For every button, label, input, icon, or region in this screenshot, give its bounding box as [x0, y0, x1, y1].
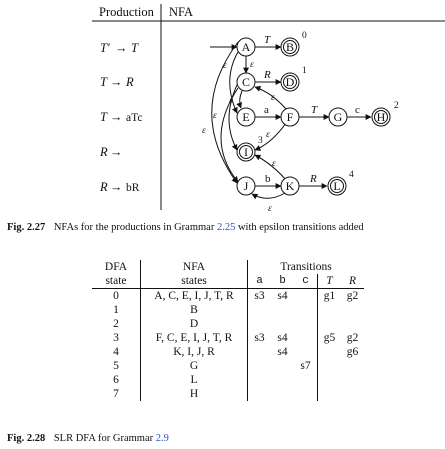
cell-b — [271, 317, 294, 331]
header-production: Production — [99, 5, 154, 19]
production-arrow: → — [110, 180, 123, 194]
cell-nfa: H — [141, 387, 248, 401]
state-d — [281, 73, 299, 91]
cell-r: g6 — [346, 346, 359, 358]
cell-r — [341, 373, 364, 387]
cell-a — [248, 345, 272, 359]
cell-dfa: 3 — [92, 331, 141, 345]
label-eps-k-i: ε — [272, 159, 276, 169]
state-a — [237, 38, 255, 56]
table-row — [92, 331, 364, 345]
cell-t — [318, 345, 342, 359]
state-label: H — [376, 110, 386, 124]
cell-b — [271, 387, 294, 401]
header-state: state — [92, 274, 141, 289]
header-col-b: b — [271, 274, 294, 289]
state-label: E — [242, 110, 250, 124]
state-l — [328, 177, 346, 195]
label-f-g: T — [311, 104, 318, 116]
state-label: I — [244, 145, 248, 159]
cell-dfa: 4 — [92, 345, 141, 359]
cell-nfa: F, C, E, I, J, T, R — [141, 331, 248, 345]
table-row — [92, 345, 364, 359]
production-lhs: T — [100, 75, 107, 89]
edge-c-i — [229, 85, 237, 150]
nfa-figure — [0, 0, 445, 215]
cell-b — [271, 303, 294, 317]
production-lhs: T′ — [100, 41, 110, 55]
figure-caption-2-27 — [7, 221, 364, 234]
edge-c-e — [240, 91, 242, 108]
production-arrow: → — [110, 110, 123, 124]
label-eps-k-j: ε — [268, 204, 272, 214]
cell-t — [318, 359, 342, 373]
cell-r — [341, 303, 364, 317]
cell-b: s4 — [277, 346, 288, 358]
cell-r — [341, 359, 364, 373]
header-states: states — [141, 274, 248, 289]
label-j-k: b — [265, 173, 271, 185]
production-arrow: → — [115, 41, 128, 55]
cell-c — [294, 289, 318, 304]
state-g — [329, 108, 347, 126]
cell-c — [294, 387, 318, 401]
state-label: A — [241, 40, 251, 54]
header-col-a: a — [248, 274, 272, 289]
cell-b: s4 — [277, 290, 288, 302]
header-nfa: NFA — [169, 5, 194, 19]
header-col-c: c — [294, 274, 318, 289]
label-c-d: R — [264, 69, 271, 81]
accept-marker-b: 0 — [302, 31, 307, 41]
cell-a — [248, 359, 272, 373]
cell-nfa: G — [141, 359, 248, 373]
cell-t — [318, 303, 342, 317]
header-transitions: Transitions — [280, 261, 332, 273]
state-e — [237, 108, 255, 126]
cell-c — [294, 331, 318, 345]
state-label: K — [285, 179, 295, 193]
header-col-r: R — [341, 274, 364, 289]
production-lhs: R — [100, 180, 108, 194]
state-label: G — [333, 110, 343, 124]
edge-k-i — [255, 155, 286, 180]
table-row — [92, 387, 364, 401]
cell-nfa: B — [141, 303, 248, 317]
label-eps-a-e: ε — [223, 61, 227, 71]
production-1 — [100, 41, 139, 55]
production-3 — [100, 110, 142, 124]
state-b — [281, 38, 299, 56]
production-arrow: → — [110, 75, 123, 89]
state-label: D — [285, 75, 295, 89]
state-label: J — [243, 179, 249, 193]
table-row — [92, 289, 364, 304]
label-eps-f-c: ε — [271, 93, 275, 103]
header-row-bottom — [92, 274, 364, 289]
cell-c: s7 — [294, 359, 318, 373]
cell-b — [271, 359, 294, 373]
production-2 — [100, 75, 134, 89]
cell-t — [318, 317, 342, 331]
cell-nfa: K, I, J, R — [141, 345, 248, 359]
state-label: B — [285, 40, 295, 54]
header-col-t: T — [318, 274, 342, 289]
production-lhs: T — [100, 110, 107, 124]
edge-k-j — [252, 193, 285, 198]
production-rhs: bR — [126, 182, 140, 194]
header-row-top — [92, 260, 364, 274]
cell-dfa: 0 — [92, 289, 141, 304]
label-a-b: T — [264, 34, 271, 46]
cell-dfa: 6 — [92, 373, 141, 387]
cell-c — [294, 345, 318, 359]
label-eps-a-j: ε — [213, 111, 217, 121]
cell-dfa: 2 — [92, 317, 141, 331]
accept-marker-l: 4 — [349, 170, 354, 180]
cell-dfa: 1 — [92, 303, 141, 317]
accept-marker-i: 3 — [258, 136, 263, 146]
cell-nfa: D — [141, 317, 248, 331]
state-label: L — [333, 179, 341, 193]
cell-nfa: L — [141, 373, 248, 387]
production-rhs: R — [126, 75, 134, 89]
cell-b: s4 — [277, 332, 288, 344]
cell-b — [271, 373, 294, 387]
state-label: C — [241, 75, 251, 89]
label-eps-c-j: ε — [202, 126, 206, 136]
caption-ref-link[interactable]: 2.9 — [155, 433, 169, 444]
state-i — [237, 143, 255, 161]
cell-r — [341, 387, 364, 401]
cell-c — [294, 303, 318, 317]
cell-r: g2 — [346, 332, 359, 344]
cell-nfa: A, C, E, I, J, T, R — [141, 289, 248, 304]
cell-a: s3 — [254, 290, 265, 302]
state-c — [237, 73, 255, 91]
label-k-l: R — [310, 173, 317, 185]
state-f — [281, 108, 299, 126]
table-row — [92, 303, 364, 317]
cell-a — [248, 303, 272, 317]
cell-a — [248, 373, 272, 387]
caption-text: SLR DFA for Grammar — [53, 433, 154, 444]
cell-a — [248, 387, 272, 401]
cell-a — [248, 317, 272, 331]
label-eps-f-i: ε — [266, 130, 270, 140]
production-5 — [99, 180, 140, 194]
cell-c — [294, 317, 318, 331]
label-g-h: c — [355, 104, 360, 116]
production-rhs: aTc — [126, 112, 143, 124]
table-row — [92, 317, 364, 331]
production-rhs: T — [131, 41, 138, 55]
caption-number: Fig. 2.28 — [7, 433, 46, 444]
figure-caption-2-28 — [7, 432, 169, 445]
label-eps-c-e: ε — [229, 96, 233, 106]
state-j — [237, 177, 255, 195]
table-row — [92, 373, 364, 387]
production-4 — [99, 145, 123, 159]
state-label: F — [286, 110, 294, 124]
label-eps-a-c: ε — [250, 60, 254, 70]
state-k — [281, 177, 299, 195]
caption-number: Fig. 2.27 — [7, 222, 46, 233]
caption-ref-link[interactable]: 2.25 — [216, 222, 236, 233]
cell-t: g5 — [323, 332, 336, 344]
caption-text: NFAs for the productions in Grammar — [53, 222, 215, 233]
slr-dfa-table — [92, 260, 364, 401]
accept-marker-h: 2 — [394, 101, 399, 111]
header-dfa: DFA — [92, 260, 141, 274]
cell-a: s3 — [254, 332, 265, 344]
header-nfa: NFA — [141, 260, 248, 274]
cell-r: g2 — [346, 290, 359, 302]
cell-r — [341, 317, 364, 331]
cell-c — [294, 373, 318, 387]
accept-marker-d: 1 — [302, 66, 307, 76]
state-h — [372, 108, 390, 126]
cell-t — [318, 387, 342, 401]
caption-suffix: with epsilon transitions added — [237, 222, 364, 233]
production-arrow: → — [110, 145, 123, 159]
cell-t: g1 — [323, 290, 336, 302]
production-lhs: R — [100, 145, 108, 159]
label-e-f: a — [264, 104, 269, 116]
cell-t — [318, 373, 342, 387]
cell-dfa: 5 — [92, 359, 141, 373]
cell-dfa: 7 — [92, 387, 141, 401]
table-row — [92, 359, 364, 373]
